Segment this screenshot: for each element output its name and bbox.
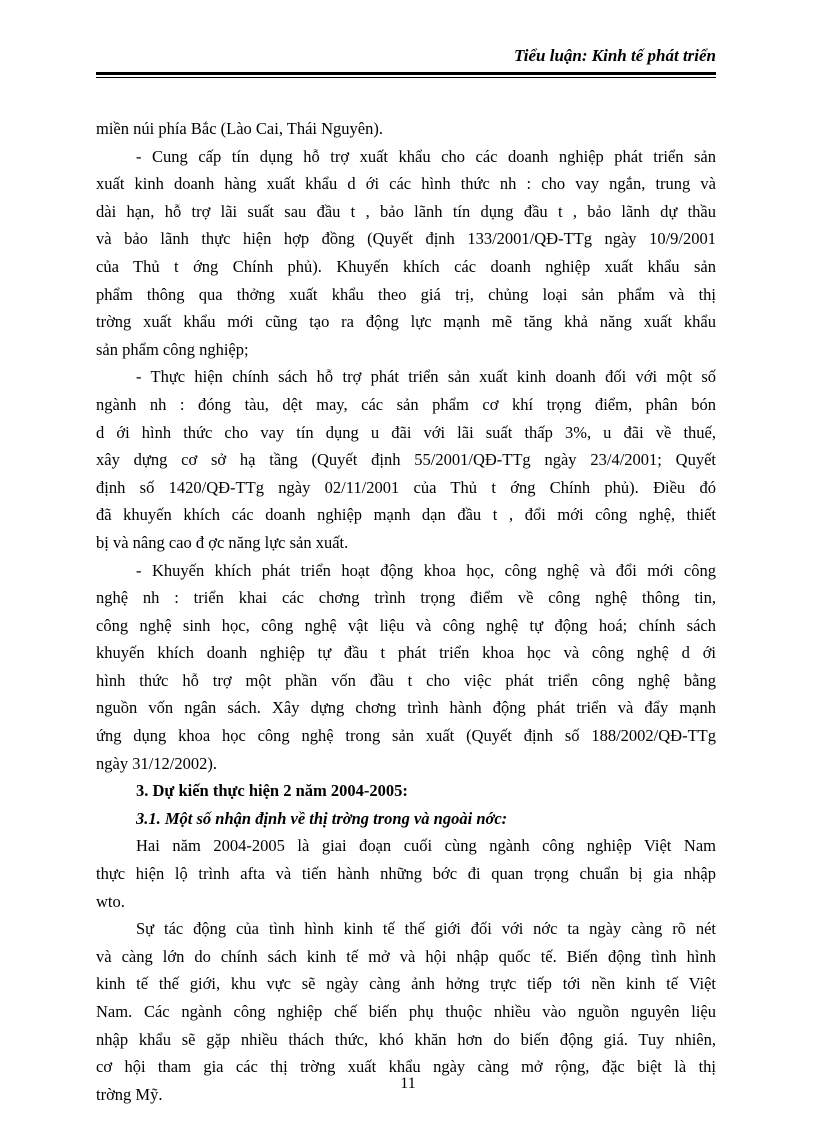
text-line: khuyến khích doanh nghiệp tự đầu t phát triển khoa học và công nghệ d ới <box>96 643 716 663</box>
text-line: cơ hội tham gia các thị trờng xuất khẩu ngày càng mở rộng, đặc biệt là thị <box>96 1057 716 1077</box>
text-line: Nam. Các ngành công nghiệp chế biến phụ thuộc nhiều vào nguồn nguyên liệu <box>96 1002 716 1021</box>
section-heading: 3. Dự kiến thực hiện 2 năm 2004-2005: <box>136 781 408 801</box>
body-text <box>96 115 716 1108</box>
subsection-heading: 3.1. Một số nhận định về thị trờng trong và ngoài nớc: <box>136 808 508 828</box>
text-line: nghệ nh : triển khai các chơng trình trọng điểm về công nghệ thông tin, <box>96 588 716 608</box>
text-line: bị và nâng cao đ ợc năng lực sản xuất. <box>96 532 349 552</box>
text-line: kinh tế thế giới, khu vực sẽ ngày càng ảnh hởng trực tiếp tới nền kinh tế Việt <box>96 974 716 994</box>
page-header <box>96 46 716 70</box>
text-line: ngày 31/12/2002). <box>96 753 217 773</box>
text-line: thực hiện lộ trình afta và tiến hành những bớc đi quan trọng chuẩn bị gia nhập <box>96 864 716 884</box>
text-line: - Cung cấp tín dụng hỗ trợ xuất khẩu cho các doanh nghiệp phát triển sản <box>136 146 716 166</box>
text-line: đã khuyến khích các doanh nghiệp mạnh dạn đầu t , đổi mới công nghệ, thiết <box>96 505 716 525</box>
text-line: dài hạn, hỗ trợ lãi suất sau đầu t , bảo lãnh tín dụng đầu t , bảo lãnh dự thầu <box>96 201 716 221</box>
header-title: Tiểu luận: Kinh tế phát triển <box>514 46 716 65</box>
header-rule-thick <box>96 72 716 75</box>
page-number: 11 <box>400 1075 416 1092</box>
text-line: miền núi phía Bắc (Lào Cai, Thái Nguyên). <box>96 119 383 138</box>
text-line: và bảo lãnh thực hiện hợp đồng (Quyết định 133/2001/QĐ-TTg ngày 10/9/2001 <box>96 229 716 249</box>
text-line: ngành nh : đóng tàu, dệt may, các sản phẩm cơ khí trọng điểm, phân bón <box>96 394 716 414</box>
text-line: công nghệ sinh học, công nghệ vật liệu và công nghệ tự động hoá; chính sách <box>96 615 716 635</box>
text-line: xuất kinh doanh hàng xuất khẩu d ới các hình thức nh : cho vay ngắn, trung và <box>96 174 716 194</box>
text-line: định số 1420/QĐ-TTg ngày 02/11/2001 của Thủ t ớng Chính phủ). Điều đó <box>96 477 716 497</box>
text-line: Sự tác động của tình hình kinh tế thế giới đối với nớc ta ngày càng rõ nét <box>136 919 716 939</box>
text-line: của Thủ t ớng Chính phủ). Khuyến khích các doanh nghiệp xuất khẩu sản <box>96 256 716 276</box>
text-line: hình thức hỗ trợ một phần vốn đầu t cho việc phát triển công nghệ bằng <box>96 670 716 690</box>
text-line: nguồn vốn ngân sách. Xây dựng chơng trình hành động phát triển và đẩy mạnh <box>96 698 716 718</box>
text-line: sản phẩm công nghiệp; <box>96 339 249 359</box>
text-line: trờng Mỹ. <box>96 1084 163 1104</box>
text-line: wto. <box>96 891 125 911</box>
text-line: phẩm thông qua thởng xuất khẩu theo giá trị, chủng loại sản phẩm và thị <box>96 284 716 304</box>
text-line: trờng xuất khẩu mới cũng tạo ra động lực mạnh mẽ tăng khả năng xuất khẩu <box>96 312 716 332</box>
text-line: - Khuyến khích phát triển hoạt động khoa học, công nghệ và đổi mới công <box>136 560 716 580</box>
text-line: nhập khẩu sẽ gặp nhiều thách thức, khó khăn hơn do biến động giá. Tuy nhiên, <box>96 1029 716 1049</box>
text-line: d ới hình thức cho vay tín dụng u đãi với lãi suất thấp 3%, u đãi về thuế, <box>96 422 716 442</box>
header-rule-thin <box>96 77 716 78</box>
text-line: xây dựng cơ sở hạ tầng (Quyết định 55/2001/QĐ-TTg ngày 23/4/2001; Quyết <box>96 450 716 470</box>
text-line: ứng dụng khoa học công nghệ trong sản xuất (Quyết định số 188/2002/QĐ-TTg <box>96 726 716 746</box>
text-line: Hai năm 2004-2005 là giai đoạn cuối cùng ngành công nghiệp Việt Nam <box>136 836 716 856</box>
text-line: và càng lớn do chính sách kinh tế mở và hội nhập quốc tế. Biến động tình hình <box>96 946 716 966</box>
text-line: - Thực hiện chính sách hỗ trợ phát triển sản xuất kinh doanh đối với một số <box>136 367 716 387</box>
